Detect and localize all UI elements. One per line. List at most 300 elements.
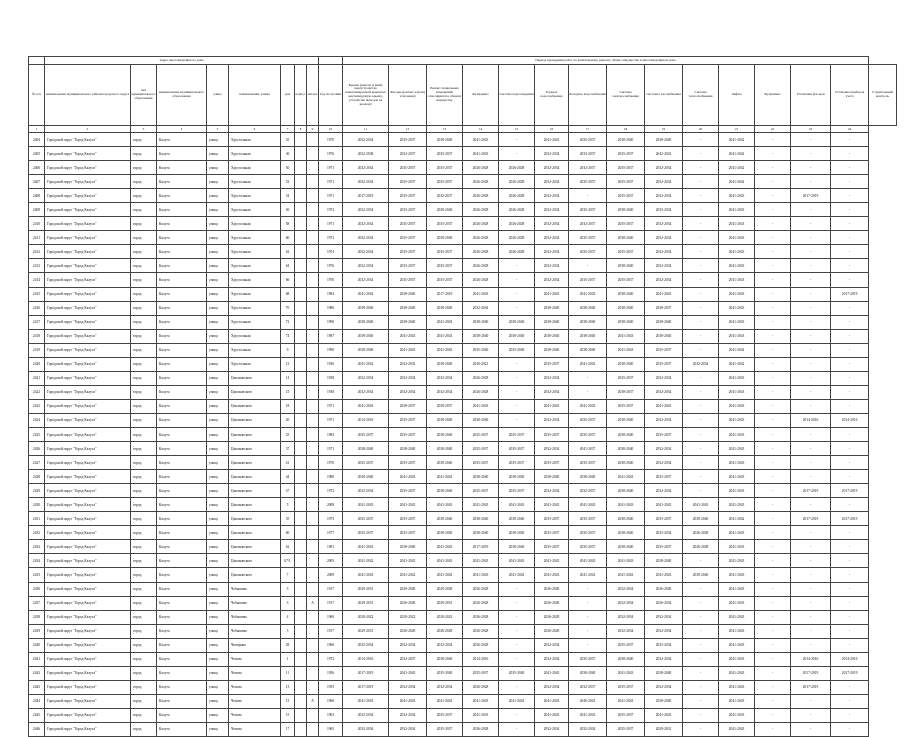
table-cell: 2032-2034 [645, 385, 683, 399]
table-cell: - [791, 161, 831, 175]
table-cell: город [131, 315, 157, 329]
table-cell: 2446 [29, 722, 45, 736]
table-cell: 2020-2022 [343, 610, 389, 624]
table-cell: 2032-2034 [645, 442, 683, 456]
table-cell: 2017-2019 [791, 512, 831, 526]
table-cell: 2026-2034 [645, 596, 683, 610]
table-cell: 2041-2043 [719, 413, 755, 427]
table-cell: Калуга [157, 329, 207, 343]
table-cell [307, 554, 319, 568]
table-cell: 1971 [319, 217, 343, 231]
table-cell: 2038-2040 [535, 470, 569, 484]
table-cell: 2041-2043 [535, 133, 569, 147]
table-cell: 64 [281, 259, 295, 273]
table-cell: 2406 [29, 161, 45, 175]
table-cell: 2035-2034 [645, 638, 683, 652]
table-cell: - [683, 427, 719, 441]
table-cell: 2038-2040 [499, 315, 535, 329]
table-cell: - [755, 245, 791, 259]
table-cell: 2038-2040 [389, 301, 427, 315]
table-cell: Городской округ "Город Калуга" [45, 694, 131, 708]
table-cell: 2041-2042 [343, 554, 389, 568]
table-cell: Городской округ "Город Калуга" [45, 456, 131, 470]
table-cell: 2020-2021 [463, 357, 499, 371]
table-row [29, 498, 897, 512]
table-cell: 2035-2037 [389, 189, 427, 203]
table-cell: - [791, 638, 831, 652]
table-cell: Хрустальная [229, 273, 281, 287]
table-cell: 2035-2037 [569, 413, 607, 427]
table-cell: 2038-2040 [607, 540, 645, 554]
table-cell: - [831, 456, 869, 470]
table-cell: - [831, 498, 869, 512]
table-cell [307, 470, 319, 484]
table-cell: улица [207, 315, 229, 329]
table-cell: - [499, 638, 535, 652]
table-cell: 2035-2037 [343, 456, 389, 470]
table-cell: 2035-2037 [427, 245, 463, 259]
table-cell: 1972 [319, 203, 343, 217]
table-cell: - [755, 231, 791, 245]
table-cell: 70 [281, 301, 295, 315]
table-cell: - [683, 442, 719, 456]
table-cell: 37 [281, 442, 295, 456]
table-cell: 2032-2034 [463, 301, 499, 315]
table-cell: 2035-2037 [645, 343, 683, 357]
table-cell: 2035-2037 [569, 512, 607, 526]
table-cell [307, 610, 319, 624]
table-cell: улица [207, 652, 229, 666]
table-cell: 1971 [319, 442, 343, 456]
table-cell: Чичерина [229, 638, 281, 652]
table-cell: - [755, 385, 791, 399]
table-cell: Хрустальная [229, 231, 281, 245]
table-cell: 2026-2028 [463, 680, 499, 694]
table-cell: - [791, 540, 831, 554]
column-header: Система теплоснабжения [683, 65, 719, 126]
table-cell: 2032-2034 [607, 610, 645, 624]
table-cell: - [683, 287, 719, 301]
table-cell: 2038-2040 [463, 512, 499, 526]
table-cell: 1971 [319, 175, 343, 189]
column-header: Лифты [719, 65, 755, 126]
table-cell: 2026-2028 [499, 203, 535, 217]
table-cell: 2026-2028 [463, 638, 499, 652]
table-cell: - [755, 357, 791, 371]
table-cell: - [683, 259, 719, 273]
table-cell: 2407 [29, 175, 45, 189]
table-cell: 2035-2037 [389, 413, 427, 427]
table-cell: - [831, 343, 869, 357]
table-cell: - [683, 329, 719, 343]
table-cell: 2041-2043 [389, 554, 427, 568]
table-cell: Чебышева [229, 610, 281, 624]
table-cell: 2041-2043 [645, 399, 683, 413]
table-cell: Городской округ "Город Калуга" [45, 554, 131, 568]
table-cell: 35 [281, 427, 295, 441]
table-cell: 2041-2043 [719, 442, 755, 456]
table-cell: 2435 [29, 568, 45, 582]
table-cell [307, 203, 319, 217]
table-row [29, 708, 897, 722]
table-cell: 2032-2034 [645, 652, 683, 666]
table-cell: Городской округ "Город Калуга" [45, 133, 131, 147]
table-cell: 2038-2040 [427, 484, 463, 498]
table-row [29, 554, 897, 568]
table-cell [295, 413, 307, 427]
table-cell: 20 [281, 413, 295, 427]
table-cell: 2029-2031 [427, 596, 463, 610]
table-cell: Хрустальная [229, 133, 281, 147]
table-cell: 2026-2028 [389, 596, 427, 610]
table-cell: 2035-2037 [343, 427, 389, 441]
table-row [29, 484, 897, 498]
table-cell: 2017-2019 [831, 287, 869, 301]
table-cell: - [831, 554, 869, 568]
table-cell: - [791, 610, 831, 624]
table-cell: 2026-2028 [463, 596, 499, 610]
table-cell: 2038-2040 [569, 329, 607, 343]
table-cell: улица [207, 399, 229, 413]
table-cell: Калуга [157, 399, 207, 413]
table-cell: 2035-2037 [569, 203, 607, 217]
table-cell: город [131, 217, 157, 231]
table-cell: 2041-2043 [427, 498, 463, 512]
table-cell: 2041-2043 [535, 708, 569, 722]
table-cell: Хрустальная [229, 189, 281, 203]
table-cell: - [569, 371, 607, 385]
table-cell: 2032-2034 [535, 413, 569, 427]
table-cell: 2035-2037 [389, 526, 427, 540]
table-cell: 2041-2043 [343, 540, 389, 554]
table-cell: Калуга [157, 498, 207, 512]
table-cell: 2038-2040 [535, 343, 569, 357]
table-row [29, 301, 897, 315]
table-cell: 2038-2040 [535, 315, 569, 329]
table-cell: 2041-2043 [719, 456, 755, 470]
table-cell: 2041-2043 [463, 498, 499, 512]
table-cell [295, 329, 307, 343]
table-cell: 2014-2016 [791, 652, 831, 666]
table-cell: 68 [281, 287, 295, 301]
table-cell: 2041-2043 [427, 554, 463, 568]
table-cell: - [569, 385, 607, 399]
table-cell: - [831, 694, 869, 708]
table-cell: город [131, 652, 157, 666]
table-cell: 2035-2037 [607, 399, 645, 413]
table-cell: 2041-2043 [645, 568, 683, 582]
table-cell: 2035-2037 [389, 175, 427, 189]
table-cell: 2035-2037 [427, 259, 463, 273]
table-cell: 13 [281, 694, 295, 708]
table-cell: 2041-2043 [535, 287, 569, 301]
table-cell: 2432 [29, 526, 45, 540]
table-cell [307, 456, 319, 470]
table-cell: 1971 [319, 399, 343, 413]
table-cell: Калуга [157, 610, 207, 624]
table-cell: - [791, 245, 831, 259]
table-cell: Калуга [157, 722, 207, 736]
table-cell [307, 315, 319, 329]
table-cell: Хрустальная [229, 315, 281, 329]
table-cell: Хрустальная [229, 245, 281, 259]
table-cell: город [131, 610, 157, 624]
table-row [29, 399, 897, 413]
table-row [29, 217, 897, 231]
table-cell: 2032-2034 [535, 217, 569, 231]
table-cell: 11 [281, 666, 295, 680]
table-cell: улица [207, 259, 229, 273]
table-cell: - [755, 624, 791, 638]
table-cell: 1977 [319, 526, 343, 540]
table-cell: 2038-2040 [463, 413, 499, 427]
table-cell: Городской округ "Город Калуга" [45, 638, 131, 652]
table-cell: 2035-2037 [569, 273, 607, 287]
table-cell: 2014-2016 [791, 413, 831, 427]
table-cell: - [831, 540, 869, 554]
table-cell: 2032-2034 [427, 680, 463, 694]
table-cell [307, 427, 319, 441]
table-cell: - [791, 722, 831, 736]
table-cell: 56 [281, 203, 295, 217]
table-cell: - [755, 147, 791, 161]
table-cell: 2038-2040 [645, 133, 683, 147]
table-cell: город [131, 568, 157, 582]
table-cell: - [831, 161, 869, 175]
table-cell: 15 [281, 708, 295, 722]
table-cell: Городской округ "Город Калуга" [45, 301, 131, 315]
column-number-row [29, 126, 897, 133]
table-cell: 2436 [29, 582, 45, 596]
table-cell: 2041-2043 [389, 329, 427, 343]
column-header: Установка приборов учета [831, 65, 869, 126]
table-cell: 2041-2043 [427, 343, 463, 357]
table-cell: - [683, 315, 719, 329]
table-cell: Калуга [157, 315, 207, 329]
table-cell: - [791, 554, 831, 568]
table-row [29, 526, 897, 540]
table-cell: - [791, 427, 831, 441]
table-row [29, 638, 897, 652]
column-number: 23 [791, 126, 831, 133]
table-cell: 2029-2031 [343, 596, 389, 610]
table-cell: 2035-2037 [427, 273, 463, 287]
table-cell: 1981 [319, 540, 343, 554]
table-cell: - [791, 470, 831, 484]
table-cell: - [755, 694, 791, 708]
table-cell: 2026-2028 [499, 189, 535, 203]
table-cell: улица [207, 680, 229, 694]
column-header: Фундамент [755, 65, 791, 126]
table-cell: - [683, 399, 719, 413]
table-cell: - [831, 596, 869, 610]
table-row [29, 470, 897, 484]
table-cell: город [131, 259, 157, 273]
table-cell: 2041-2043 [719, 540, 755, 554]
table-cell: 2032-2034 [645, 245, 683, 259]
table-cell: - [791, 147, 831, 161]
table-cell: 2041-2043 [427, 329, 463, 343]
table-cell: - [755, 315, 791, 329]
table-cell: - [683, 147, 719, 161]
table-cell: 1956 [319, 666, 343, 680]
column-header: наименование муниципального образования [157, 65, 207, 126]
table-cell: город [131, 484, 157, 498]
works-group-header: Период проведения работ по капитальному ремонту общего имущества в многоквартирном доме [343, 57, 869, 65]
table-row [29, 582, 897, 596]
table-cell: 2404 [29, 133, 45, 147]
table-cell: 2041-2043 [719, 259, 755, 273]
table-cell: 2038-2040 [389, 315, 427, 329]
table-cell: - [831, 259, 869, 273]
table-cell: Чебышева [229, 624, 281, 638]
table-cell: Чехова [229, 694, 281, 708]
table-cell: - [499, 301, 535, 315]
table-cell: 2032-2034 [645, 371, 683, 385]
table-cell: Чехова [229, 708, 281, 722]
table-cell: 2041-2043 [719, 610, 755, 624]
table-cell: 2017-2019 [831, 666, 869, 680]
table-cell [307, 385, 319, 399]
table-cell: 2026-2028 [499, 175, 535, 189]
table-cell: 2041-2043 [463, 287, 499, 301]
table-cell: 2032-2034 [607, 582, 645, 596]
table-cell: 2035-2037 [499, 442, 535, 456]
table-cell: 2431 [29, 512, 45, 526]
table-cell: 1986 [319, 301, 343, 315]
table-row [29, 596, 897, 610]
table-cell: 2017-2019 [343, 666, 389, 680]
table-cell: Циолковского [229, 554, 281, 568]
table-cell: 2035-2037 [645, 512, 683, 526]
table-cell: 2017-2019 [343, 189, 389, 203]
table-cell: 1972 [319, 484, 343, 498]
table-cell: - [791, 343, 831, 357]
table-cell [295, 343, 307, 357]
table-cell: Калуга [157, 259, 207, 273]
table-cell: 2041-2043 [535, 498, 569, 512]
table-cell: 2041-2043 [719, 568, 755, 582]
table-cell: 2038-2040 [607, 484, 645, 498]
table-cell: 9 [281, 343, 295, 357]
table-cell [307, 484, 319, 498]
column-header: Строительный контроль [869, 65, 897, 126]
table-cell: улица [207, 413, 229, 427]
table-cell: улица [207, 708, 229, 722]
table-cell: 2041-2043 [607, 343, 645, 357]
table-cell: Калуга [157, 708, 207, 722]
table-cell [295, 610, 307, 624]
table-cell: 2038-2040 [607, 652, 645, 666]
table-cell: 2038-2040 [607, 413, 645, 427]
table-cell: 2008 [319, 498, 343, 512]
table-cell [307, 371, 319, 385]
table-cell: 2041-2043 [607, 498, 645, 512]
column-number: 4 [157, 126, 207, 133]
table-cell: 2029-2031 [343, 582, 389, 596]
column-header: Холодное водоснабжение [569, 65, 607, 126]
table-cell: 2038-2040 [607, 301, 645, 315]
column-number: 22 [755, 126, 791, 133]
table-cell: 2035-2037 [607, 371, 645, 385]
table-cell: 2026-2028 [463, 582, 499, 596]
table-cell: 2032-2034 [645, 624, 683, 638]
table-cell: Городской округ "Город Калуга" [45, 189, 131, 203]
table-cell: 44 [281, 470, 295, 484]
table-cell: улица [207, 161, 229, 175]
table-cell: 2041-2043 [719, 624, 755, 638]
table-cell: - [755, 161, 791, 175]
table-cell: - [791, 498, 831, 512]
table-row [29, 343, 897, 357]
table-cell: 2041-2043 [343, 399, 389, 413]
table-cell: Городской округ "Город Калуга" [45, 512, 131, 526]
table-cell: город [131, 708, 157, 722]
table-cell [295, 498, 307, 512]
table-cell: город [131, 526, 157, 540]
table-cell: 2014-2016 [831, 652, 869, 666]
table-cell: 2041-2042 [719, 512, 755, 526]
table-cell: - [831, 582, 869, 596]
table-cell: 2032-2034 [389, 638, 427, 652]
table-cell: улица [207, 442, 229, 456]
table-cell: 2035-2037 [645, 357, 683, 371]
table-cell: 2038-2040 [683, 568, 719, 582]
table-cell: 2035-2040 [463, 343, 499, 357]
table-cell: Чехова [229, 680, 281, 694]
table-cell: Калуга [157, 652, 207, 666]
table-cell: - [683, 371, 719, 385]
table-cell: - [499, 357, 535, 371]
column-header: Ремонт подвальных помещений, относящихся к общему имуществу [427, 65, 463, 126]
table-cell [295, 357, 307, 371]
table-cell: 2035-2037 [569, 231, 607, 245]
table-cell: 2032-2034 [535, 203, 569, 217]
table-cell: 2445 [29, 708, 45, 722]
table-cell: - [683, 554, 719, 568]
table-cell: 2017-2019 [343, 680, 389, 694]
table-cell: 2026-2028 [499, 245, 535, 259]
table-cell: улица [207, 189, 229, 203]
table-cell: 2041-2043 [569, 708, 607, 722]
table-cell: 2038-2040 [427, 427, 463, 441]
table-cell: 2041-2043 [719, 708, 755, 722]
table-cell: 2438 [29, 610, 45, 624]
table-cell [307, 582, 319, 596]
table-cell: 2041-2043 [719, 498, 755, 512]
table-cell: Городской округ "Город Калуга" [45, 329, 131, 343]
table-cell: А [307, 596, 319, 610]
table-cell: Циолковского [229, 385, 281, 399]
table-cell: 2038-2040 [499, 540, 535, 554]
table-cell: 2041-2043 [607, 329, 645, 343]
column-header: Год постройки [319, 65, 343, 126]
table-cell: Калуга [157, 245, 207, 259]
table-cell: 2035-2037 [535, 540, 569, 554]
table-row [29, 273, 897, 287]
table-cell: 2017-2019 [791, 680, 831, 694]
table-cell: Городской округ "Город Калуга" [45, 413, 131, 427]
table-cell: 1971 [319, 189, 343, 203]
table-cell: 2038-2040 [645, 315, 683, 329]
table-cell: 2035-2037 [389, 245, 427, 259]
table-row [29, 189, 897, 203]
table-cell: 2437 [29, 596, 45, 610]
table-cell: 2032-2034 [535, 189, 569, 203]
table-cell: 2041-2043 [719, 203, 755, 217]
table-cell: 2041-2043 [569, 554, 607, 568]
column-number: 19 [645, 126, 683, 133]
